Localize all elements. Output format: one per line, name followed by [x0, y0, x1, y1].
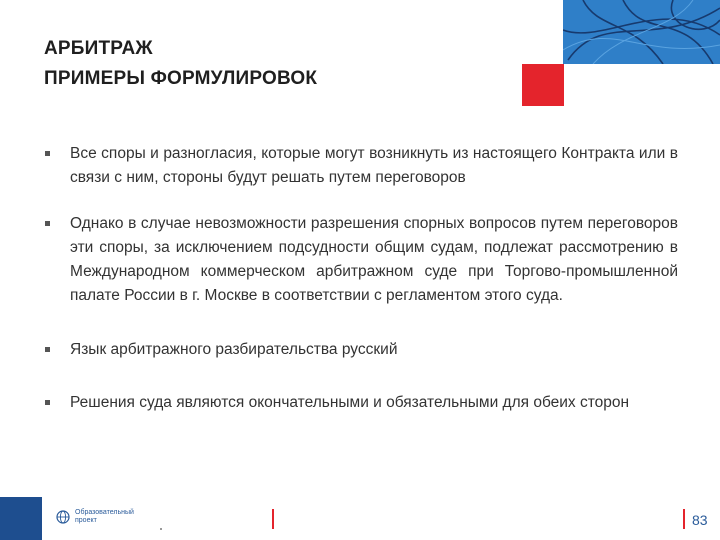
footer-dot [160, 528, 162, 530]
slide-title-line-2: ПРИМЕРЫ ФОРМУЛИРОВОК [44, 68, 318, 89]
bullet-list [44, 142, 678, 415]
bullet-marker [44, 338, 70, 362]
list-item [44, 142, 678, 190]
globe-logo-icon [56, 510, 70, 524]
footer-logo-text: Образовательный проект [75, 509, 134, 524]
list-item-text: Однако в случае невозможности разрешения спорных вопросов путем переговоров эти споры, за исключением подсудности общим судам, подлежат рассмотрению в Международном коммерческом арбитражном суде при Торгово-промышленной палате России в г. Москве в соответствии с регламентом этого суда. [70, 215, 678, 304]
list-item-text: Все споры и разногласия, которые могут возникнуть из настоящего Контракта или в связи с ним, стороны будут решать путем переговоров [70, 145, 678, 186]
footer-logo [56, 509, 133, 525]
list-item-text: Язык арбитражного разбирательства русский [70, 341, 398, 358]
corner-decoration [563, 0, 720, 64]
bullet-marker [44, 142, 70, 166]
footer-divider [683, 509, 685, 529]
footer-blue-bar [0, 497, 42, 540]
slide-title-line-1: АРБИТРАЖ [44, 38, 153, 59]
list-item [44, 391, 678, 415]
list-item-text: Решения суда являются окончательными и обязательными для обеих сторон [70, 394, 630, 411]
page-number: 83 [692, 512, 708, 528]
bullet-marker [44, 212, 70, 236]
list-item [44, 212, 678, 308]
footer-divider [272, 509, 274, 529]
bullet-marker [44, 391, 70, 415]
slide-title [44, 34, 317, 94]
list-item [44, 338, 678, 362]
accent-red-square [522, 64, 564, 106]
